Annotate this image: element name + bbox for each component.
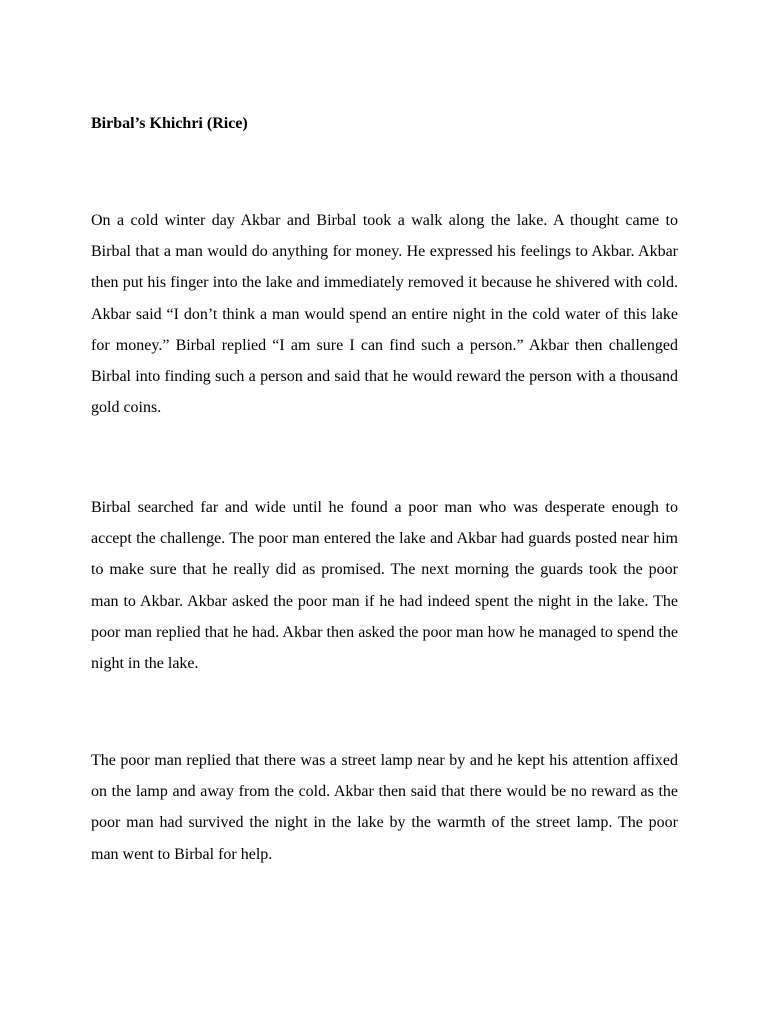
paragraph-3: The poor man replied that there was a street lamp near by and he kept his attention affixed on the lamp and away from the cold. Akbar then said that there would be no reward as the poor man had survived the night in the lake by the warmth of the street lamp. The poor man went to Birbal for help. (91, 752, 678, 863)
paragraph-1: On a cold winter day Akbar and Birbal took a walk along the lake. A thought came to Birbal that a man would do anything for money. He expressed his feelings to Akbar. Akbar then put his finger into the lake and immediately removed it because he shivered with cold. Akbar said “I don’t think a man would spend an entire night in the cold water of this lake for money.” Birbal replied “I am sure I can find such a person.” Akbar then challenged Birbal into finding such a person and said that he would reward the person with a thousand gold coins. (91, 212, 678, 417)
document-title: Birbal’s Khichri (Rice) (91, 115, 248, 132)
paragraph-2: Birbal searched far and wide until he found a poor man who was desperate enough to accept the challenge. The poor man entered the lake and Akbar had guards posted near him to make sure that he really did as promised. The next morning the guards took the poor man to Akbar. Akbar asked the poor man if he had indeed spent the night in the lake. The poor man replied that he had. Akbar then asked the poor man how he managed to spend the night in the lake. (91, 499, 678, 673)
